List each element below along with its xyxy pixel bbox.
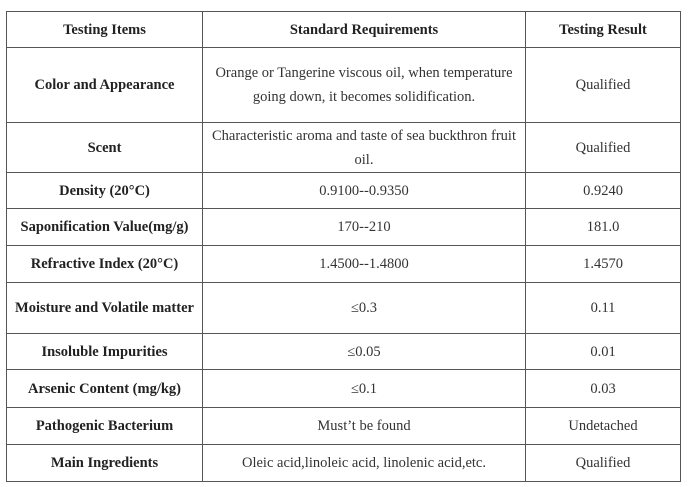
standard-requirement-cell: ≤0.3 xyxy=(203,283,526,334)
table-row xyxy=(7,123,681,173)
testing-result-cell: 0.11 xyxy=(526,283,681,334)
testing-result-cell: 0.01 xyxy=(526,334,681,370)
testing-item-cell: Saponification Value(mg/g) xyxy=(7,209,203,246)
testing-result-cell: 181.0 xyxy=(526,209,681,246)
testing-item-cell: Main Ingredients xyxy=(7,445,203,482)
header-standard-requirements: Standard Requirements xyxy=(203,12,526,48)
testing-result-cell: 0.9240 xyxy=(526,173,681,209)
standard-requirement-cell: ≤0.1 xyxy=(203,370,526,408)
testing-item-cell: Scent xyxy=(7,123,203,173)
standard-requirement-cell: 0.9100--0.9350 xyxy=(203,173,526,209)
testing-result-cell: Undetached xyxy=(526,408,681,445)
testing-item-cell: Density (20°C) xyxy=(7,173,203,209)
table-row xyxy=(7,445,681,482)
testing-item-cell: Arsenic Content (mg/kg) xyxy=(7,370,203,408)
testing-results-table xyxy=(6,11,681,482)
standard-requirement-cell: Characteristic aroma and taste of sea buckthron fruit oil. xyxy=(203,123,526,173)
standard-requirement-cell: 1.4500--1.4800 xyxy=(203,246,526,283)
testing-result-cell: 0.03 xyxy=(526,370,681,408)
testing-result-cell: Qualified xyxy=(526,48,681,123)
table-row xyxy=(7,408,681,445)
standard-requirement-cell: Oleic acid,linoleic acid, linolenic acid,etc. xyxy=(203,445,526,482)
testing-item-cell: Moisture and Volatile matter xyxy=(7,283,203,334)
testing-result-cell: Qualified xyxy=(526,445,681,482)
testing-item-cell: Refractive Index (20°C) xyxy=(7,246,203,283)
table-row xyxy=(7,370,681,408)
table-row xyxy=(7,173,681,209)
header-row xyxy=(7,12,681,48)
standard-requirement-cell: Orange or Tangerine viscous oil, when temperature going down, it becomes solidification. xyxy=(203,48,526,123)
table-row xyxy=(7,48,681,123)
table-row xyxy=(7,283,681,334)
standard-requirement-cell: Must’t be found xyxy=(203,408,526,445)
testing-item-cell: Pathogenic Bacterium xyxy=(7,408,203,445)
testing-item-cell: Insoluble Impurities xyxy=(7,334,203,370)
header-testing-items: Testing Items xyxy=(7,12,203,48)
header-testing-result: Testing Result xyxy=(526,12,681,48)
testing-result-cell: 1.4570 xyxy=(526,246,681,283)
testing-item-cell: Color and Appearance xyxy=(7,48,203,123)
table-row xyxy=(7,209,681,246)
standard-requirement-cell: 170--210 xyxy=(203,209,526,246)
table-row xyxy=(7,246,681,283)
standard-requirement-cell: ≤0.05 xyxy=(203,334,526,370)
table-row xyxy=(7,334,681,370)
testing-result-cell: Qualified xyxy=(526,123,681,173)
